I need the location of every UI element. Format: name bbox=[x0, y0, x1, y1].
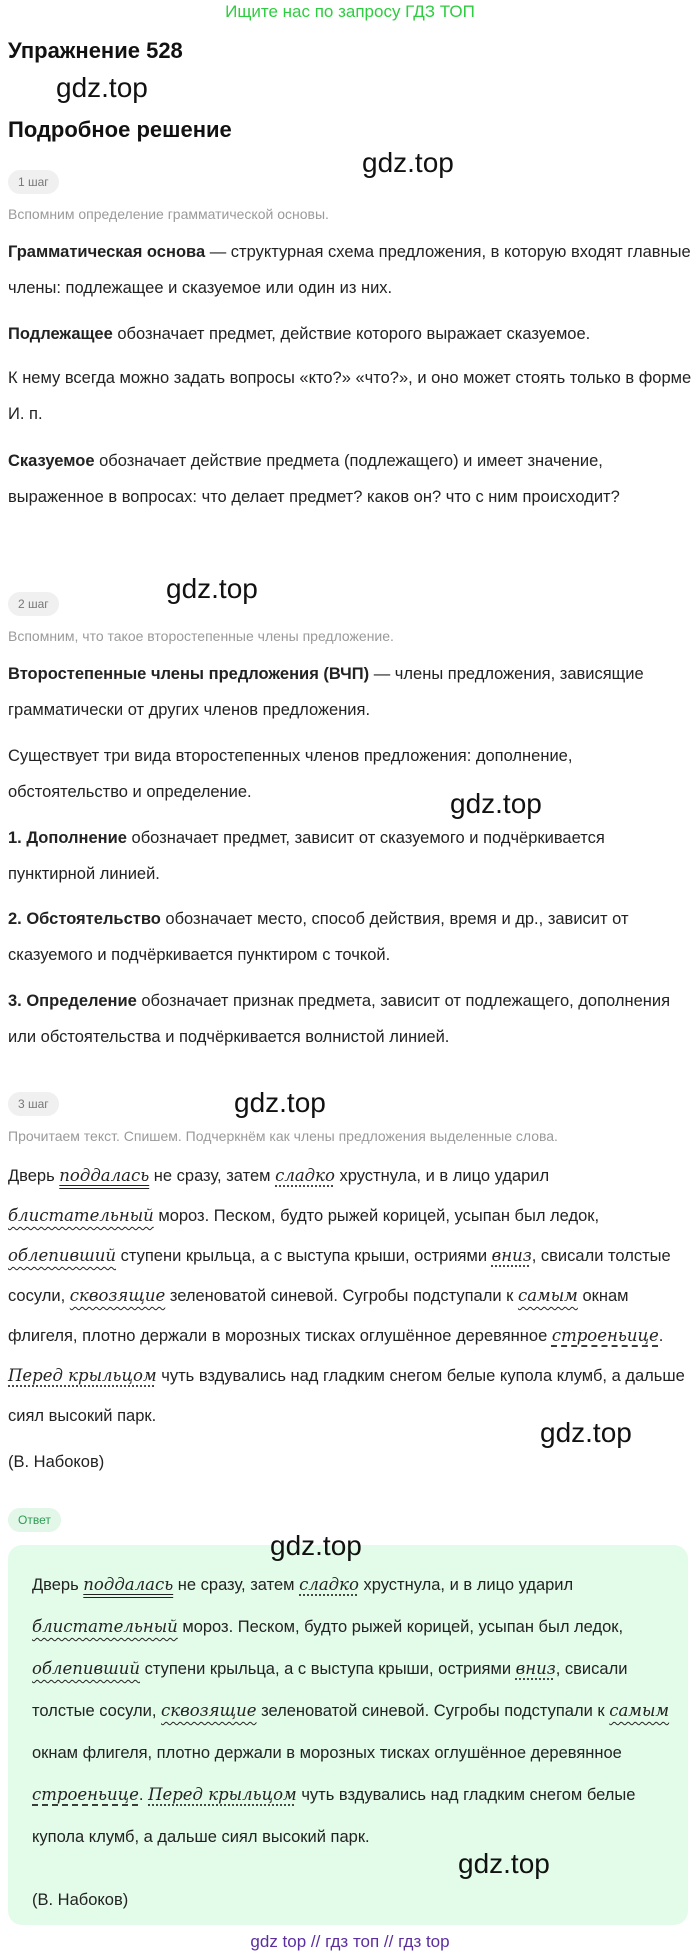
watermark: gdz.top bbox=[540, 1417, 632, 1448]
analyzed-text: Дверь поддалась не сразу, затем сладко хрустнула, и в лицо ударил блистательный мороз. Песком, будто рыжей корицей, усыпан был ледок, облепивший ступени крыльца, а с выступа крыши, остриями вниз, свисали толстые сосули, сквозящие зеленоватой синевой. Сугробы подступали к самым окнам флигеля, плотно держали в морозных тисках оглушённое деревянное строеньице. Перед крыльцом чуть вздувались над гладким снегом белые купола клумб, а дальше сиял высокий парк. bbox=[8, 1166, 685, 1425]
paragraph-grammatical-basis: Грамматическая основа — структурная схема предложения, в которую входят главные члены: подлежащее и сказуемое или один из них. bbox=[8, 243, 691, 297]
watermark: gdz.top bbox=[56, 72, 148, 103]
answer-text: Дверь поддалась не сразу, затем сладко хрустнула, и в лицо ударил блистательный мороз. Песком, будто рыжей корицей, усыпан был ледок, облепивший ступени крыльца, а с выступа крыши, остриями вниз, свисали толстые сосули, сквозящие зеленоватой синевой. Сугробы подступали к самым окнам флигеля, плотно держали в морозных тисках оглушённое деревянное строеньице. Перед крыльцом чуть вздувались над гладким снегом белые купола клумб, а дальше сиял высокий парк. bbox=[32, 1575, 670, 1846]
answer-badge: Ответ bbox=[8, 1508, 61, 1532]
paragraph-subject-questions: К нему всегда можно задать вопросы «кто?» «что?», и оно может стоять только в форме И. п. bbox=[8, 369, 692, 423]
exercise-title: Упражнение 528 bbox=[8, 38, 183, 63]
step-badge-3: 3 шаг bbox=[8, 1092, 59, 1116]
watermark: gdz.top bbox=[362, 147, 454, 178]
step-intro-2: Вспомним, что такое второстепенные члены предложение. bbox=[8, 628, 394, 644]
top-banner: Ищите нас по запросу ГДЗ ТОП bbox=[225, 2, 475, 21]
step-badge-1: 1 шаг bbox=[8, 170, 59, 194]
watermark: gdz.top bbox=[166, 573, 258, 604]
paragraph-object: 1. Дополнение обозначает предмет, зависит от сказуемого и подчёркивается пунктирной линией. bbox=[8, 829, 605, 883]
text-author: (В. Набоков) bbox=[8, 1453, 105, 1471]
watermark: gdz.top bbox=[234, 1087, 326, 1118]
paragraph-adverbial: 2. Обстоятельство обозначает место, способ действия, время и др., зависит от сказуемого и подчёркивается пунктиром с точкой. bbox=[8, 910, 629, 964]
paragraph-three-types: Существует три вида второстепенных членов предложения: дополнение, обстоятельство и определение. bbox=[8, 747, 573, 801]
paragraph-attribute: 3. Определение обозначает признак предмета, зависит от подлежащего, дополнения или обстоятельства и подчёркивается волнистой линией. bbox=[8, 992, 671, 1046]
watermark: gdz.top bbox=[450, 788, 542, 819]
footer-links[interactable]: gdz top // гдз топ // гдз top bbox=[250, 1932, 450, 1951]
step-badge-2: 2 шаг bbox=[8, 592, 59, 616]
paragraph-subject: Подлежащее обозначает предмет, действие которого выражает сказуемое. bbox=[8, 325, 591, 343]
step-intro-1: Вспомним определение грамматической основы. bbox=[8, 206, 329, 222]
solution-heading: Подробное решение bbox=[8, 117, 232, 142]
watermark: gdz.top bbox=[458, 1848, 550, 1879]
step-intro-3: Прочитаем текст. Спишем. Подчеркнём как члены предложения выделенные слова. bbox=[8, 1128, 558, 1144]
answer-author: (В. Набоков) bbox=[32, 1891, 129, 1909]
paragraph-secondary-members: Второстепенные члены предложения (ВЧП) — члены предложения, зависящие грамматически от других членов предложения. bbox=[8, 665, 644, 719]
watermark: gdz.top bbox=[270, 1530, 362, 1561]
paragraph-predicate: Сказуемое обозначает действие предмета (подлежащего) и имеет значение, выраженное в вопросах: что делает предмет? каков он? что с ним происходит? bbox=[8, 452, 620, 506]
